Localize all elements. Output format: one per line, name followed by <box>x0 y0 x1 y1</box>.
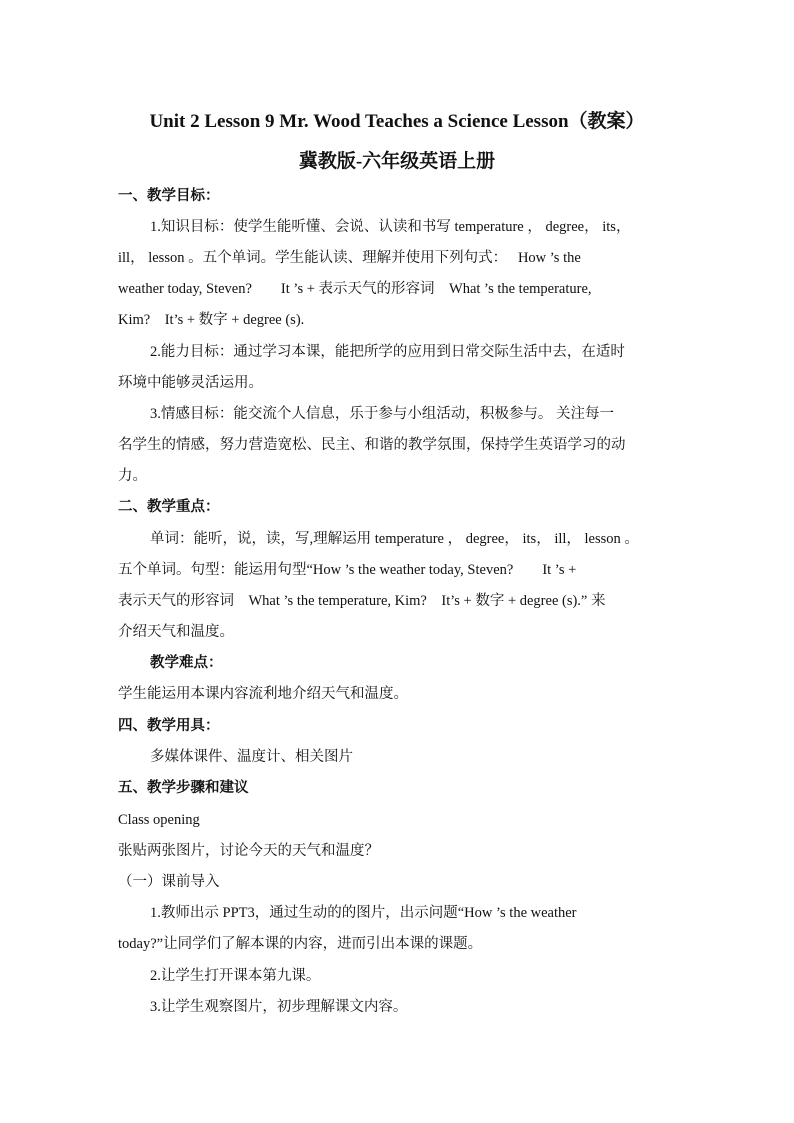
paragraph-line: 学生能运用本课内容流利地介绍天气和温度。 <box>118 686 408 702</box>
paragraph-line: 单词：能听，说，读，写,理解运用 temperature ， degree， its， ill， lesson 。 <box>150 531 639 547</box>
document-title: Unit 2 Lesson 9 Mr. Wood Teaches a Science Lesson（教案） <box>149 111 645 132</box>
paragraph-line: 2.让学生打开课本第九课。 <box>150 968 321 984</box>
paragraph-line: 介绍天气和温度。 <box>118 624 234 640</box>
section-heading-key-points: 二、教学重点： <box>118 499 220 515</box>
paragraph-line: （一）课前导入 <box>118 874 220 890</box>
section-heading-difficulties: 教学难点： <box>150 655 223 671</box>
document-subtitle: 冀教版-六年级英语上册 <box>298 151 496 172</box>
paragraph-line: Kim? It’s + 数字 + degree (s). <box>118 312 305 328</box>
paragraph-line: 张贴两张图片，讨论今天的天气和温度？ <box>118 843 379 859</box>
paragraph-line: ill， lesson 。五个单词。学生能认读、理解并使用下列句式： How ’s the <box>118 250 581 266</box>
paragraph-line: 表示天气的形容词 What ’s the temperature, Kim? It’s + 数字 + degree (s).” 来 <box>118 593 606 609</box>
paragraph-line: 3.情感目标：能交流个人信息，乐于参与小组活动，积极参与。 关注每一 <box>150 406 614 422</box>
section-heading-objectives: 一、教学目标： <box>118 188 220 204</box>
paragraph-line: 环境中能够灵活运用。 <box>118 375 263 391</box>
paragraph-line: Class opening <box>118 812 200 828</box>
section-heading-tools: 四、教学用具： <box>118 718 220 734</box>
paragraph-line: today?”让同学们了解本课的内容，进而引出本课的课题。 <box>118 936 483 952</box>
section-heading-steps: 五、教学步骤和建议 <box>118 780 249 796</box>
paragraph-line: 3.让学生观察图片，初步理解课文内容。 <box>150 999 408 1015</box>
paragraph-line: 2.能力目标：通过学习本课，能把所学的应用到日常交际生活中去，在适时 <box>150 344 625 360</box>
paragraph-line: 1.知识目标：使学生能听懂、会说、认读和书写 temperature ， degree， its， <box>150 219 631 235</box>
paragraph-line: 名学生的情感，努力营造宽松、民主、和谐的教学氛围，保持学生英语学习的动 <box>118 437 626 453</box>
paragraph-line: 多媒体课件、温度计、相关图片 <box>150 749 353 765</box>
paragraph-line: 五个单词。句型：能运用句型“How ’s the weather today, Steven? It ’s + <box>118 562 577 578</box>
paragraph-line: weather today, Steven? It ’s + 表示天气的形容词 What ’s the temperature, <box>118 281 592 297</box>
paragraph-line: 1.教师出示 PPT3，通过生动的的图片，出示问题“How ’s the weather <box>150 905 577 921</box>
paragraph-line: 力。 <box>118 468 147 484</box>
